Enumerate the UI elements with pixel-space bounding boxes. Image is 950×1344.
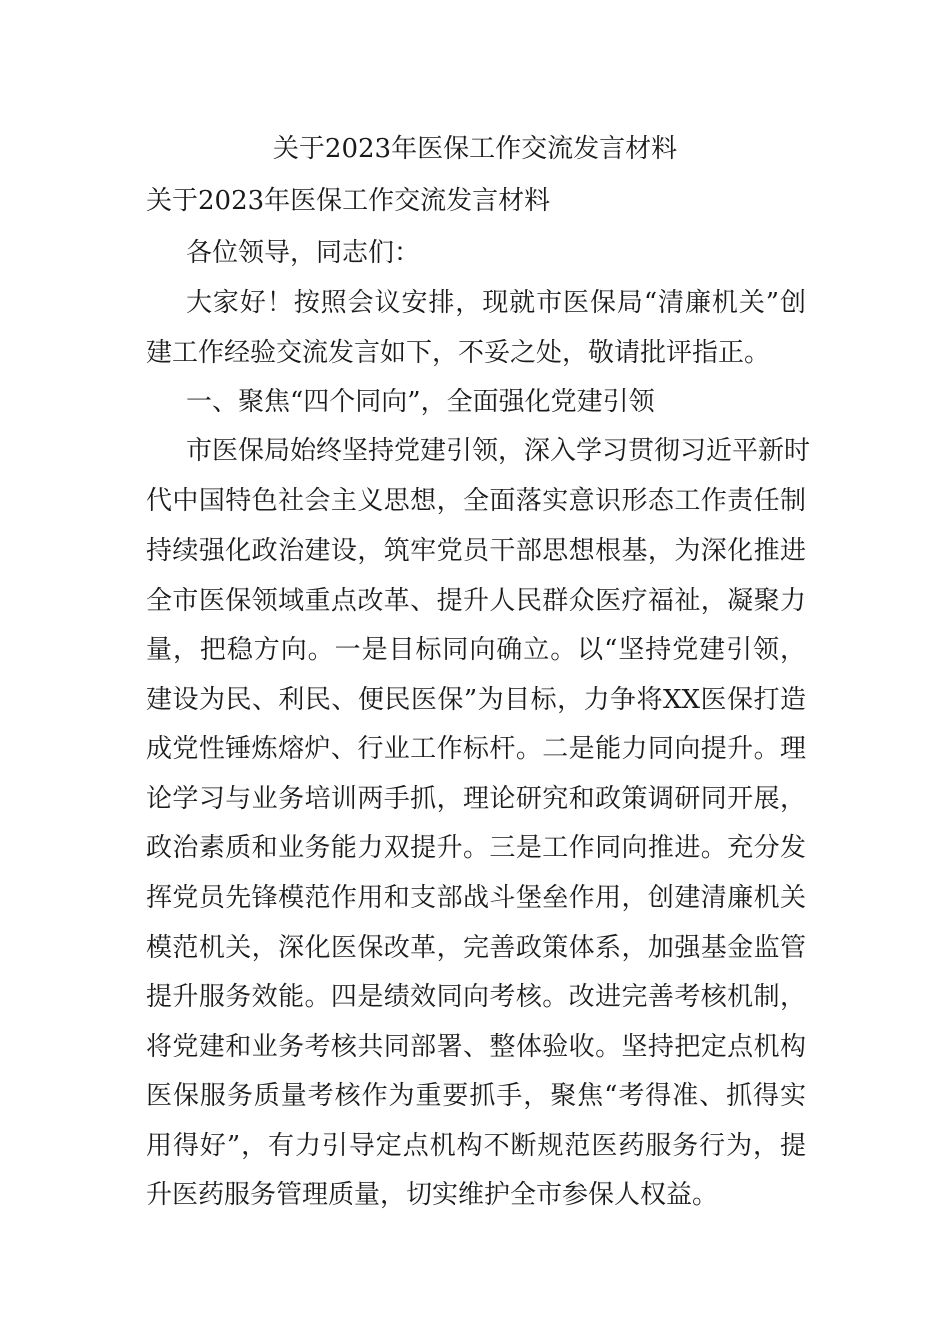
document-subtitle: 关于2023年医保工作交流发言材料 bbox=[146, 186, 551, 216]
text-line: 全市医保领域重点改革、提升人民群众医疗福祉，凝聚力 bbox=[146, 586, 806, 616]
text-line: 量，把稳方向。一是目标同向确立。以“坚持党建引领， bbox=[146, 635, 806, 665]
text-line: 建工作经验交流发言如下，不妥之处，敬请批评指正。 bbox=[146, 338, 771, 368]
text-line: 模范机关，深化医保改革，完善政策体系，加强基金监管 bbox=[146, 933, 806, 963]
salutation: 各位领导，同志们： bbox=[186, 238, 421, 268]
section-heading: 一、聚焦“四个同向”，全面强化党建引领 bbox=[186, 387, 655, 417]
text-line: 持续强化政治建设，筑牢党员干部思想根基，为深化推进 bbox=[146, 536, 806, 566]
text-line: 代中国特色社会主义思想，全面落实意识形态工作责任制 bbox=[146, 486, 806, 516]
text-line: 建设为民、利民、便民医保”为目标，力争将XX医保打造 bbox=[146, 685, 806, 715]
text-line: 政治素质和业务能力双提升。三是工作同向推进。充分发 bbox=[146, 833, 806, 863]
text-line: 市医保局始终坚持党建引领，深入学习贯彻习近平新时 bbox=[186, 436, 811, 466]
text-line: 医保服务质量考核作为重要抓手，聚焦“考得准、抓得实 bbox=[146, 1081, 806, 1111]
text-line: 挥党员先锋模范作用和支部战斗堡垒作用，创建清廉机关 bbox=[146, 883, 806, 913]
text-line: 大家好！按照会议安排，现就市医保局“清廉机关”创 bbox=[186, 288, 806, 318]
text-line: 用得好”，有力引导定点机构不断规范医药服务行为，提 bbox=[146, 1131, 806, 1161]
text-line: 升医药服务管理质量，切实维护全市参保人权益。 bbox=[146, 1180, 719, 1210]
text-line: 论学习与业务培训两手抓，理论研究和政策调研同开展， bbox=[146, 784, 806, 814]
text-line: 将党建和业务考核共同部署、整体验收。坚持把定点机构 bbox=[146, 1032, 806, 1062]
document-title: 关于2023年医保工作交流发言材料 bbox=[272, 134, 678, 164]
text-line: 提升服务效能。四是绩效同向考核。改进完善考核机制， bbox=[146, 982, 806, 1012]
text-line: 成党性锤炼熔炉、行业工作标杆。二是能力同向提升。理 bbox=[146, 734, 806, 764]
